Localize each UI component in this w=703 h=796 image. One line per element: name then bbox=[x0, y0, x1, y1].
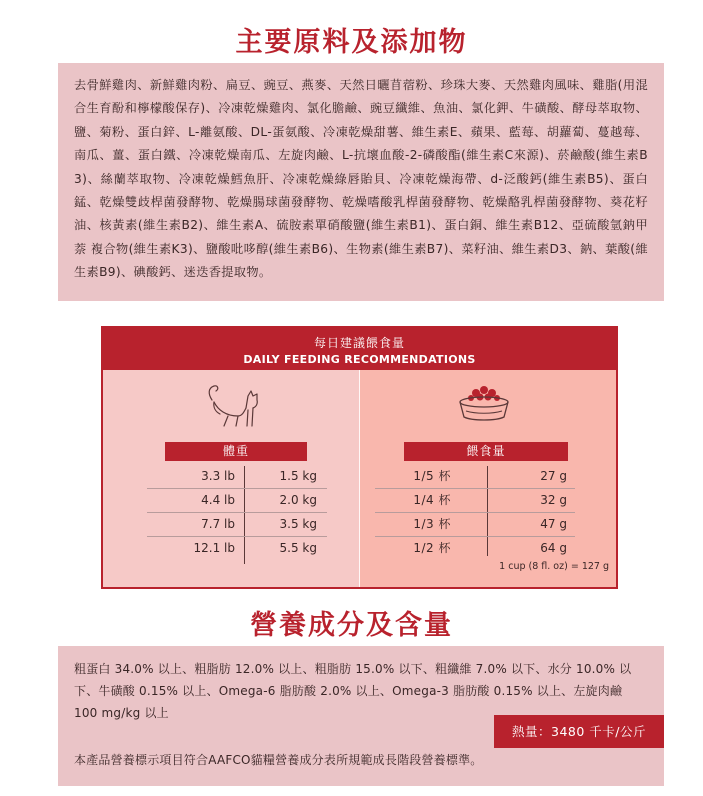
weight-lb-cell: 7.7 lb bbox=[201, 517, 235, 531]
row-separator bbox=[375, 488, 575, 489]
food-cup-cell: 1/5 杯 bbox=[413, 469, 451, 483]
food-gram-cell: 27 g bbox=[540, 469, 567, 483]
food-cup-cell: 1/4 杯 bbox=[413, 493, 451, 507]
feeding-divider bbox=[359, 370, 360, 587]
ingredients-text: 去骨鮮雞肉、新鮮雞肉粉、扁豆、豌豆、燕麥、天然日曬苜蓿粉、珍珠大麥、天然雞肉風味、雞脂(用混合生育酚和檸檬酸保存)、冷凍乾燥雞肉、氯化膽鹼、豌豆纖維、魚油、氯化鉀、牛磺酸、酵母萃取物、鹽、菊粉、蛋白鋅、L-離氨酸、DL-蛋氨酸、冷凍乾燥甜薯、維生素E、蘋果、藍莓、胡蘿蔔、蔓越莓、南瓜、薑、蛋白鐵、冷凍乾燥南瓜、左旋肉鹼、L-抗壞血酸-2-磷酸酯(維生素C來源)、菸鹼酸(維生素B3)、絲蘭萃取物、冷凍乾燥鱈魚肝、冷凍乾燥綠唇貽貝、冷凍乾燥海帶、d-泛酸鈣(維生素B5)、蛋白錳、乾燥雙歧桿菌發酵物、乾燥腸球菌發酵物、乾燥嗜酸乳桿菌發酵物、乾燥酪乳桿菌發酵物、葵花籽油、核黃素(維生素B2)、維生素A、硫胺素單硝酸鹽(維生素B1)、蛋白銅、維生素B12、亞硫酸氫鈉甲萘 複合物(維生素K3)、鹽酸吡哆醇(維生素B6)、生物素(維生素B7)、菜籽油、維生素D3、鈉、葉酸(維生素B9)、碘酸鈣、迷迭香提取物。 bbox=[74, 78, 648, 280]
food-gram-cell: 64 g bbox=[540, 541, 567, 555]
food-column-header: 餵食量 bbox=[404, 442, 568, 461]
cup-conversion-note: 1 cup (8 fl. oz) = 127 g bbox=[499, 561, 609, 572]
row-separator bbox=[147, 488, 327, 489]
weight-kg-cell: 3.5 kg bbox=[279, 517, 317, 531]
weight-kg-cell: 5.5 kg bbox=[279, 541, 317, 555]
food-cup-cell: 1/2 杯 bbox=[413, 541, 451, 555]
food-cup-cell: 1/3 杯 bbox=[413, 517, 451, 531]
row-separator bbox=[375, 536, 575, 537]
weight-column-divider bbox=[244, 466, 245, 564]
food-gram-cell: 32 g bbox=[540, 493, 567, 507]
aafco-note: 本產品營養標示項目符合AAFCO貓糧營養成分表所規範成長階段營養標準。 bbox=[74, 753, 483, 767]
ingredients-panel bbox=[58, 63, 664, 301]
row-separator bbox=[147, 512, 327, 513]
row-separator bbox=[147, 536, 327, 537]
weight-column-header: 體重 bbox=[165, 442, 307, 461]
food-bowl-icon bbox=[454, 384, 514, 424]
calorie-badge: 熱量：3480 千卡/公斤 bbox=[494, 715, 664, 748]
feeding-title-zh: 每日建議餵食量 bbox=[313, 336, 405, 350]
feeding-header bbox=[103, 328, 616, 370]
nutrition-title: 營養成分及含量 bbox=[250, 610, 453, 641]
nutrition-text: 粗蛋白 34.0% 以上、粗脂肪 12.0% 以上、粗脂肪 15.0% 以下、粗纖維 7.0% 以下、水分 10.0% 以下、牛磺酸 0.15% 以上、Omega-6 脂肪酸 2.0% 以上、Omega-3 脂肪酸 0.15% 以上、左旋肉鹼 100 mg/kg 以上 bbox=[74, 662, 632, 720]
weight-lb-cell: 4.4 lb bbox=[201, 493, 235, 507]
weight-lb-cell: 12.1 lb bbox=[193, 541, 235, 555]
feeding-title-en: DAILY FEEDING RECOMMENDATIONS bbox=[243, 353, 476, 366]
weight-kg-cell: 2.0 kg bbox=[279, 493, 317, 507]
feeding-table bbox=[101, 326, 618, 589]
food-column-divider bbox=[487, 466, 488, 556]
food-gram-cell: 47 g bbox=[540, 517, 567, 531]
weight-lb-cell: 3.3 lb bbox=[201, 469, 235, 483]
row-separator bbox=[375, 512, 575, 513]
weight-kg-cell: 1.5 kg bbox=[279, 469, 317, 483]
cat-icon bbox=[204, 380, 266, 432]
ingredients-title: 主要原料及添加物 bbox=[235, 27, 468, 58]
